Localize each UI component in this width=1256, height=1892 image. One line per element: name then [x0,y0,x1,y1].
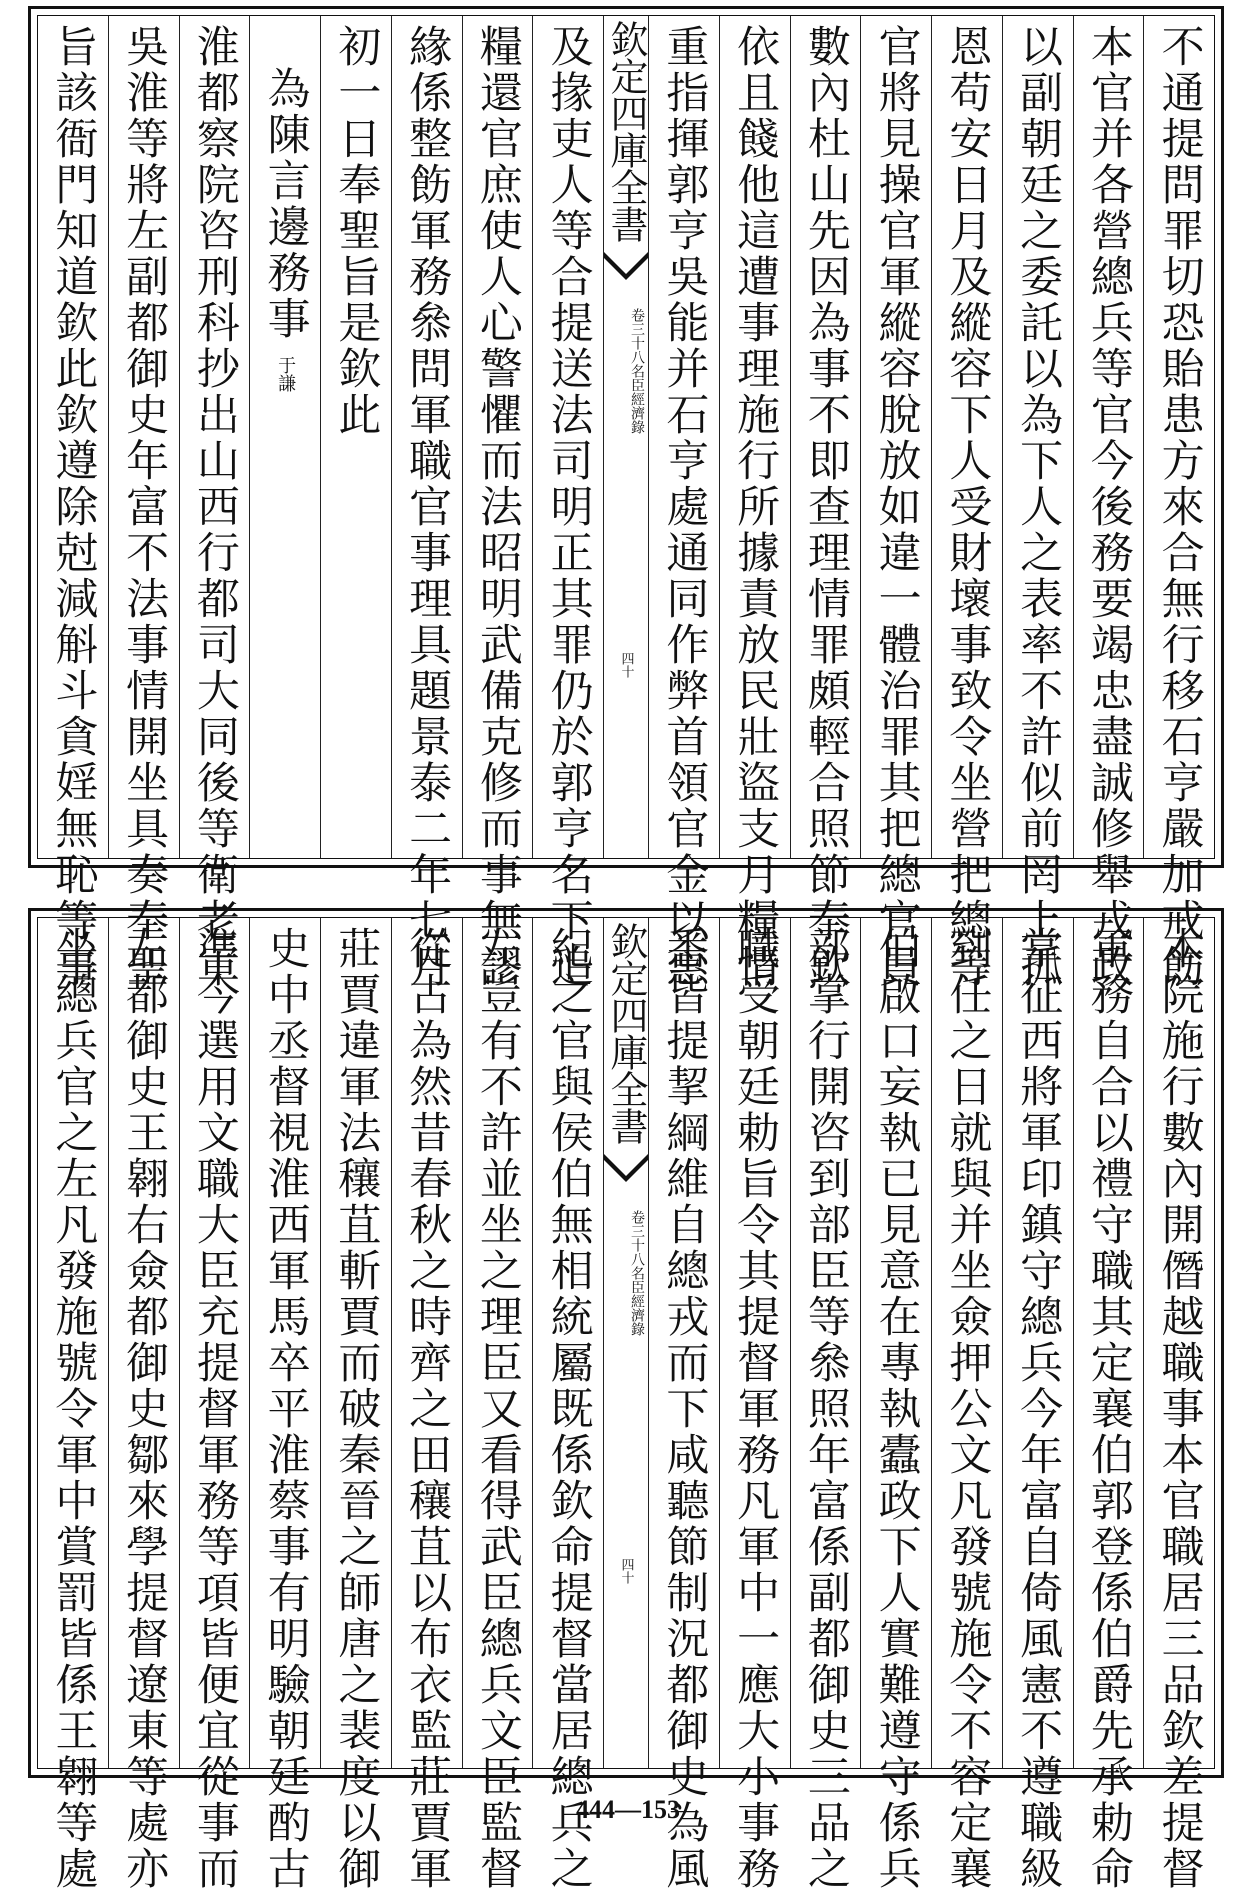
text-column: 職受朝廷勅旨令其提督軍務凡軍中一應大小事務 [720,918,791,1768]
text-column: 及掾吏人等合提送法司明正其罪仍於郭亨名下追 [543,24,594,990]
text-column: 史中丞督視淮西軍馬卒平淮蔡事有明驗朝廷酌古 [250,918,321,1768]
fish-tail-mark-icon [604,1154,648,1184]
text-column: 部掌行開咨到部臣等叅照年富係副都御史三品之 [791,918,862,1768]
text-column: 伯啟口妄執已見意在專執蠹政下人實難遵守係兵 [861,918,932,1768]
text-column: 恩苟安日月及縱容下人受財壞事致令坐營把總等 [932,16,1003,858]
section-heading-column [250,16,321,858]
text-column: 以副朝廷之委託以為下人之表率不許似前罔上孤 [1003,16,1074,858]
text-column: 旨該衙門知道欽此欽遵除尅減斛斗貪婬無恥等事 [38,16,109,858]
page-number: 四十 [618,652,634,678]
book-title-label [608,1210,645,1336]
top-page-frame [37,15,1215,990]
text-column: 悉皆提挈綱維自總戎而下咸聽節制況都御史為風 [649,918,720,1768]
text-column: 坐總兵官之左凡發施號令軍中賞罰皆係王翱等處 [38,918,109,1768]
fish-tail-mark-icon [604,252,648,282]
text-column: 本官并各營總兵等官今後務要竭忠盡誠修舉戎政 [1074,16,1145,858]
text-column: 準今選用文職大臣充提督軍務等項皆便宜從事而 [180,918,251,1768]
page-code: 444—153 [576,1795,680,1824]
text-column: 數內杜山先因為事不即查理情罪頗輕合照節奉欽 [791,16,862,858]
text-column: 官將見操官軍縱容脫放如違一體治罪其把總官員 [861,16,932,858]
center-gutter [603,16,649,858]
text-column: 淮都察院咨刑科抄出山西行都司大同後等衛老軍 [180,16,251,858]
top-page-columns [38,16,1214,990]
text-column: 從古為然昔春秋之時齊之田穰苴以布衣監莊賈軍 [392,918,463,1768]
text-column: 紀之官與侯伯無相統屬既係欽命提督當居總兵之 [543,926,594,1892]
text-column: 糧還官庶使人心警懼而法昭明武備克修而事無謬 [463,16,534,858]
text-column: 本院施行數內開僭越職事本官職居三品欽差提督 [1154,926,1205,1892]
center-gutter [603,918,649,1768]
book-series-title: 欽定四庫全書 [604,922,648,1144]
book-name: 名臣經濟錄 [629,364,645,434]
text-column: 依且餞他這遭事理施行所據責放民壯盜支月糧情 [720,16,791,858]
text-column: 不通提問罪切恐貽患方來合無行移石亨嚴加戒飭 [1154,24,1205,990]
volume-label: 卷三十八 [629,1210,645,1266]
book-series-title: 欽定四庫全書 [604,20,648,242]
text-column: 左都御史王翱右僉都御史鄒來學提督遼東等處亦 [109,918,180,1768]
section-heading: 為陳言邊務事 [260,66,311,342]
book-name: 名臣經濟錄 [629,1266,645,1336]
text-column: 軍務自合以禮守職其定襄伯郭登係伯爵先承勅命 [1074,918,1145,1768]
text-column: 重指揮郭亨吳能并石亨處通同作弊首領官金以惠 [649,16,720,858]
text-column: 到任之日就與并坐僉押公文凡發號施令不容定襄 [932,918,1003,1768]
top-page [28,6,1224,990]
text-column: 掌征西將軍印鎮守總兵今年富自倚風憲不遵職級 [1003,918,1074,1768]
author-note: 于謙 [275,356,297,392]
volume-label: 卷三十八 [629,308,645,364]
text-column: 初一日奉聖旨是欽此 [321,16,392,858]
text-column: 吳淮等將左副都御史年富不法事情開坐具奏奉聖 [109,16,180,858]
text-column: 緣係整飭軍務叅問軍職官事理具題景泰二年七月 [392,16,463,858]
text-column: 左豈有不許並坐之理臣又看得武臣總兵文臣監督 [463,918,534,1768]
page-number: 四十 [618,1558,634,1584]
book-title-label [608,308,645,434]
text-column: 莊賈違軍法穰苴斬賈而破秦晉之師唐之裴度以御 [321,918,392,1768]
